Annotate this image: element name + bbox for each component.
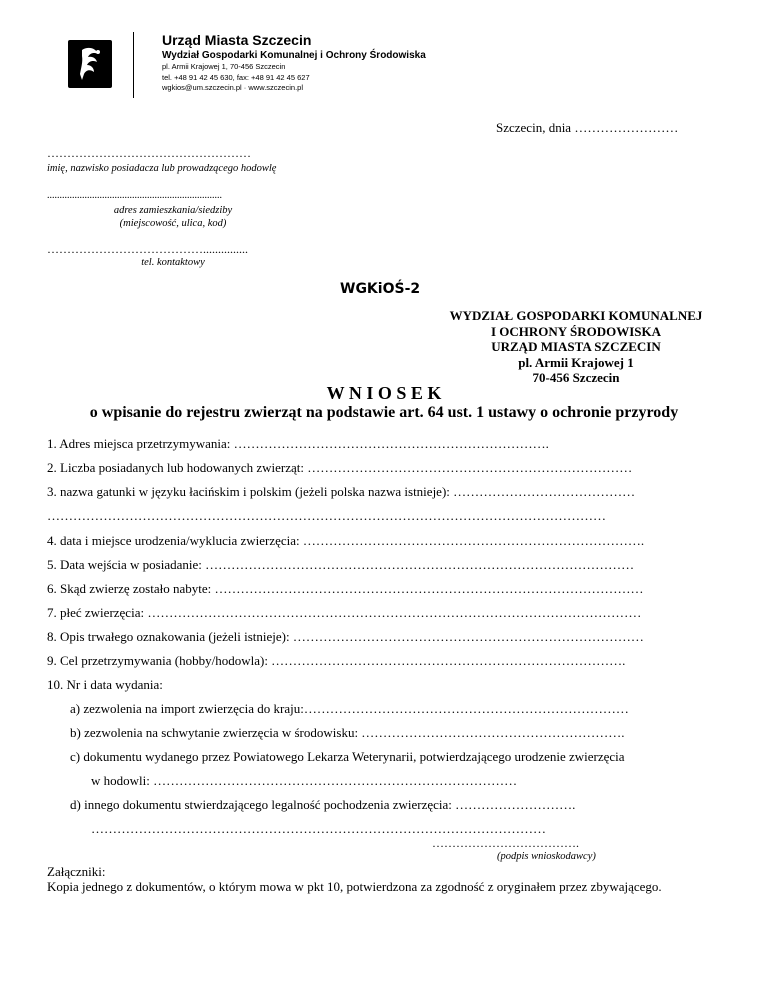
item-7[interactable]: 7. płeć zwierzęcia: …………………………………………………………………………………………………… [47,605,642,620]
item-10c-continuation[interactable]: w hodowli: ………………………………………………………………………… [91,773,518,788]
item-1[interactable]: 1. Adres miejsca przetrzymywania: ………………………………………………………………. [47,436,549,451]
recipient-line-2: I OCHRONY ŚRODOWISKA [491,323,661,339]
signature-dots[interactable]: ………………………………. [432,836,579,850]
item-4[interactable]: 4. data i miejsce urodzenia/wyklucia zwierzęcia: ……………………………………………………………………. [47,533,645,548]
item-9[interactable]: 9. Cel przetrzymywania (hobby/hodowla): ………………………………………………………………………. [47,653,626,668]
recipient-line-1: WYDZIAŁ GOSPODARKI KOMUNALNEJ [449,308,703,323]
signature-label: (podpis wnioskodawcy) [497,851,596,862]
recipient-line-3: URZĄD MIASTA SZCZECIN [491,339,661,354]
office-contact: wgkios@um.szczecin.pl · www.szczecin.pl [162,83,303,92]
item-10d[interactable]: d) innego dokumentu stwierdzającego legalność pochodzenia zwierzęcia: ………………………. [70,797,576,812]
date-line: Szczecin, dnia …………………… [496,120,679,135]
applicant-name-dots[interactable]: …………………………………………… [47,146,251,160]
recipient-block [430,308,722,386]
item-10b[interactable]: b) zezwolenia na schwytanie zwierzęcia w środowisku: ……………………………………………………. [70,725,625,740]
office-name: Urząd Miasta Szczecin [162,32,312,48]
city-logo [68,40,112,88]
applicant-address-label-2: (miejscowość, ulica, kod) [119,218,227,229]
office-address: pl. Armii Krajowej 1, 70-456 Szczecin [162,62,286,71]
item-3[interactable]: 3. nazwa gatunki w języku łacińskim i polskim (jeżeli polska nazwa istnieje): …………………………………… [47,484,636,499]
item-5[interactable]: 5. Data wejścia w posiadanie: ……………………………………………………………………………………… [47,557,635,572]
header-block [162,32,426,94]
item-10a[interactable]: a) zezwolenia na import zwierzęcia do kraju:………………………………………………………………… [70,701,629,716]
recipient-line-5: 70-456 Szczecin [532,370,620,385]
applicant-address-label-1: adres zamieszkania/siedziby [113,205,233,216]
form-code: WGKiOŚ-2 [340,281,421,297]
recipient-line-4: pl. Armii Krajowej 1 [518,354,634,370]
item-6[interactable]: 6. Skąd zwierzę zostało nabyte: ……………………………………………………………………………………… [47,581,644,596]
applicant-phone-dots[interactable]: …………………………………............... [47,242,248,256]
applicant-name-label: imię, nazwisko posiadacza lub prowadzącego hodowlę [47,163,277,174]
applicant-address-dots[interactable]: ...................................................................... [47,190,222,201]
item-10d-continuation[interactable]: …………………………………………………………………………………………… [91,821,546,836]
document-subtitle: o wpisanie do rejestru zwierząt na podstawie art. 64 ust. 1 ustawy o ochronie przyrody [89,404,679,421]
griffin-logo-icon [68,40,112,88]
item-8[interactable]: 8. Opis trwałego oznakowania (jeżeli istnieje): ……………………………………………………………………… [47,629,644,644]
department-name: Wydział Gospodarki Komunalnej i Ochrony Środowiska [162,50,426,61]
attachments-text: Kopia jednego z dokumentów, o którym mowa w pkt 10, potwierdzona za zgodność z oryginałem przez zbywającego. [47,879,662,894]
header-divider [133,32,134,98]
office-phone: tel. +48 91 42 45 630, fax: +48 91 42 45 627 [162,72,310,82]
applicant-phone-label: tel. kontaktowy [141,257,205,268]
item-10c[interactable]: c) dokumentu wydanego przez Powiatowego Lekarza Weterynarii, potwierdzającego urodzenie zwierzęcia [70,749,625,764]
document-title: W N I O S E K [326,383,442,403]
item-2[interactable]: 2. Liczba posiadanych lub hodowanych zwierząt: ………………………………………………………………… [47,460,633,475]
attachments-heading: Załączniki: [47,864,106,879]
item-10: 10. Nr i data wydania: [47,677,163,692]
item-3-continuation[interactable]: ………………………………………………………………………………………………………………… [47,508,606,523]
